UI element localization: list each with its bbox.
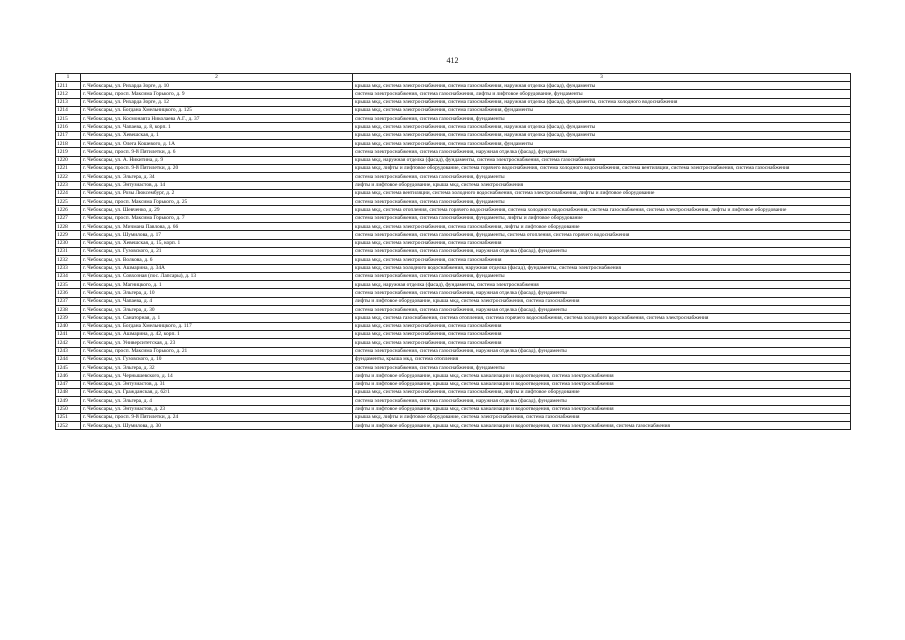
row-works: система электроснабжения, система газоснабжения, наружная отделка (фасад), фундаменты [353, 247, 851, 255]
row-address: г. Чебоксары, ул. Розы Люксембург, д. 2 [81, 189, 353, 197]
row-works: крыша мкд, система электроснабжения, система газоснабжения [353, 256, 851, 264]
row-address: г. Чебоксары, ул. Энтузиастов, д. 14 [81, 181, 353, 189]
row-address: г. Чебоксары, ул. Университетская, д. 23 [81, 339, 353, 347]
row-works: система электроснабжения, система газоснабжения, фундаменты [353, 115, 851, 123]
row-address: г. Чебоксары, ул. Мичмана Павлова, д. 66 [81, 223, 353, 231]
row-number: 1221 [56, 164, 81, 172]
table-row [56, 422, 851, 430]
row-works: крыша мкд, система электроснабжения, система газоснабжения, наружная отделка (фасад), фундаменты [353, 123, 851, 131]
row-address: г. Чебоксары, ул. Волкова, д. 6 [81, 256, 353, 264]
row-works: крыша мкд, система электроснабжения, система газоснабжения, наружная отделка (фасад), фундаменты, система холодного водоснабжения [353, 98, 851, 106]
row-number: 1251 [56, 413, 81, 421]
row-number: 1230 [56, 239, 81, 247]
table-row [56, 355, 851, 363]
table-row [56, 413, 851, 421]
row-address: г. Чебоксары, просп. 9-й Пятилетки, д. 20 [81, 164, 353, 172]
row-works: крыша мкд, система холодного водоснабжения, наружная отделка (фасад), фундаменты, система электроснабжения [353, 264, 851, 272]
registry-table [55, 73, 851, 430]
table-row [56, 223, 851, 231]
row-address: г. Чебоксары, ул. Рихарда Зорге, д. 10 [81, 82, 353, 90]
row-address: г. Чебоксары, ул. Совхозная (пос. Лапсары), д. 13 [81, 272, 353, 280]
table-row [56, 123, 851, 131]
table-row [56, 90, 851, 98]
page-number: 412 [446, 56, 459, 65]
row-number: 1227 [56, 214, 81, 222]
row-number: 1228 [56, 223, 81, 231]
row-number: 1222 [56, 173, 81, 181]
row-address: г. Чебоксары, ул. Гузовского, д. 21 [81, 247, 353, 255]
table-row [56, 198, 851, 206]
row-works: крыша мкд, наружная отделка (фасад), фундаменты, система электроснабжения [353, 281, 851, 289]
table-row [56, 115, 851, 123]
table-row [56, 148, 851, 156]
row-works: крыша мкд, система электроснабжения, система газоснабжения, фундаменты [353, 106, 851, 114]
table-row [56, 364, 851, 372]
table-row [56, 330, 851, 338]
row-address: г. Чебоксары, ул. Космонавта Николаева А.Г., д. 37 [81, 115, 353, 123]
row-number: 1238 [56, 306, 81, 314]
row-works: крыша мкд, система электроснабжения, система газоснабжения [353, 339, 851, 347]
row-address: г. Чебоксары, ул. Энтузиастов, д. 31 [81, 380, 353, 388]
row-works: система электроснабжения, система газоснабжения, фундаменты [353, 173, 851, 181]
row-works: система электроснабжения, система газоснабжения, фундаменты [353, 272, 851, 280]
row-number: 1241 [56, 330, 81, 338]
row-address: г. Чебоксары, просп. 9-й Пятилетки, д. 24 [81, 413, 353, 421]
table-row [56, 156, 851, 164]
row-works: система электроснабжения, система газоснабжения, наружная отделка (фасад), фундаменты [353, 289, 851, 297]
row-works: система электроснабжения, система газоснабжения, фундаменты, система отопления, система горячего водоснабжения [353, 231, 851, 239]
row-works: крыша мкд, наружная отделка (фасад), фундаменты, система электроснабжения, система газоснабжения [353, 156, 851, 164]
row-works: крыша мкд, система электроснабжения, система газоснабжения [353, 322, 851, 330]
row-works: крыша мкд, система электроснабжения, система газоснабжения [353, 330, 851, 338]
row-works: лифты и лифтовое оборудование, крыша мкд, система электроснабжения [353, 181, 851, 189]
row-address: г. Чебоксары, ул. А. Никитина, д. 9 [81, 156, 353, 164]
table-body [56, 82, 851, 430]
row-number: 1244 [56, 355, 81, 363]
row-works: крыша мкд, система электроснабжения, система газоснабжения, наружная отделка (фасад), фундаменты [353, 82, 851, 90]
row-number: 1218 [56, 140, 81, 148]
row-address: г. Чебоксары, ул. Хевешская, д. 1 [81, 131, 353, 139]
row-address: г. Чебоксары, ул. Шумилова, д. 17 [81, 231, 353, 239]
row-number: 1215 [56, 115, 81, 123]
table-row [56, 264, 851, 272]
row-number: 1219 [56, 148, 81, 156]
row-address: г. Чебоксары, просп. Максима Горького, д. 25 [81, 198, 353, 206]
row-address: г. Чебоксары, ул. Ашмарина, д. 34А [81, 264, 353, 272]
row-number: 1249 [56, 397, 81, 405]
row-works: лифты и лифтовое оборудование, крыша мкд, система электроснабжения, система газоснабжения [353, 297, 851, 305]
table-row [56, 372, 851, 380]
table-row [56, 140, 851, 148]
row-address: г. Чебоксары, ул. Эльгера, д. 30 [81, 306, 353, 314]
row-number: 1211 [56, 82, 81, 90]
row-address: г. Чебоксары, ул. Ашмарина, д. 42, корп. 1 [81, 330, 353, 338]
table-row [56, 281, 851, 289]
row-address: г. Чебоксары, ул. Гузовского, д. 10 [81, 355, 353, 363]
row-address: г. Чебоксары, просп. Максима Горького, д. 21 [81, 347, 353, 355]
row-works: крыша мкд, система электроснабжения, система газоснабжения, лифты и лифтовое оборудование [353, 223, 851, 231]
row-address: г. Чебоксары, ул. Магницкого, д. 1 [81, 281, 353, 289]
row-works: крыша мкд, система вентиляции, система холодного водоснабжения, система электроснабжения, лифты и лифтовое оборудование [353, 189, 851, 197]
row-works: система электроснабжения, система газоснабжения, лифты и лифтовое оборудование, фундаменты [353, 90, 851, 98]
row-address: г. Чебоксары, ул. Эльгера, д. 4 [81, 397, 353, 405]
table-row [56, 314, 851, 322]
table-header [56, 74, 851, 82]
row-address: г. Чебоксары, ул. Олега Кошевого, д. 1А [81, 140, 353, 148]
row-address: г. Чебоксары, ул. Эльгера, д. 34 [81, 173, 353, 181]
row-number: 1243 [56, 347, 81, 355]
row-address: г. Чебоксары, просп. 9-й Пятилетки, д. 6 [81, 148, 353, 156]
row-address: г. Чебоксары, просп. Максима Горького, д. 7 [81, 214, 353, 222]
table-row [56, 164, 851, 172]
column-header-number: 1 [56, 74, 81, 82]
table-row [56, 106, 851, 114]
table-row [56, 231, 851, 239]
table-row [56, 98, 851, 106]
row-number: 1233 [56, 264, 81, 272]
row-number: 1225 [56, 198, 81, 206]
table-row [56, 239, 851, 247]
table-row [56, 397, 851, 405]
row-number: 1252 [56, 422, 81, 430]
table-row [56, 405, 851, 413]
row-works: система электроснабжения, система газоснабжения, наружная отделка (фасад), фундаменты [353, 148, 851, 156]
row-number: 1223 [56, 181, 81, 189]
row-number: 1235 [56, 281, 81, 289]
table-row [56, 256, 851, 264]
row-works: крыша мкд, система газоснабжения, система отопления, система горячего водоснабжения, система холодного водоснабжения, система электроснабжения [353, 314, 851, 322]
row-address: г. Чебоксары, ул. Чапаева, д. 4 [81, 297, 353, 305]
table-row [56, 247, 851, 255]
table-row [56, 181, 851, 189]
row-number: 1237 [56, 297, 81, 305]
row-number: 1216 [56, 123, 81, 131]
row-number: 1229 [56, 231, 81, 239]
row-number: 1250 [56, 405, 81, 413]
row-number: 1245 [56, 364, 81, 372]
row-number: 1231 [56, 247, 81, 255]
table-row [56, 214, 851, 222]
table-row [56, 206, 851, 214]
row-works: система электроснабжения, система газоснабжения, наружная отделка (фасад), фундаменты [353, 397, 851, 405]
row-works: система электроснабжения, система газоснабжения, фундаменты [353, 364, 851, 372]
row-address: г. Чебоксары, ул. Эльгера, д. 32 [81, 364, 353, 372]
row-address: г. Чебоксары, просп. Максима Горького, д. 9 [81, 90, 353, 98]
table-row [56, 347, 851, 355]
row-number: 1240 [56, 322, 81, 330]
row-works: крыша мкд, система отопления, система горячего водоснабжения, система холодного водоснабжения, система газоснабжения, система электроснабжения, лифты и лифтовое оборудование [353, 206, 851, 214]
row-number: 1217 [56, 131, 81, 139]
table-row [56, 173, 851, 181]
table-row [56, 131, 851, 139]
table-row [56, 289, 851, 297]
row-address: г. Чебоксары, ул. Эльгера, д. 10 [81, 289, 353, 297]
row-number: 1234 [56, 272, 81, 280]
row-number: 1246 [56, 372, 81, 380]
row-works: система электроснабжения, система газоснабжения, наружная отделка (фасад), фундаменты [353, 306, 851, 314]
row-works: крыша мкд, система электроснабжения, система газоснабжения, лифты и лифтовое оборудование [353, 388, 851, 396]
table-row [56, 380, 851, 388]
row-number: 1214 [56, 106, 81, 114]
row-address: г. Чебоксары, ул. Богдана Хмельницкого, д. 125 [81, 106, 353, 114]
row-works: система электроснабжения, система газоснабжения, фундаменты [353, 198, 851, 206]
row-works: система электроснабжения, система газоснабжения, фундаменты, лифты и лифтовое оборудование [353, 214, 851, 222]
row-number: 1212 [56, 90, 81, 98]
row-works: лифты и лифтовое оборудование, крыша мкд, система канализации и водоотведения, система электроснабжения [353, 380, 851, 388]
row-works: лифты и лифтовое оборудование, крыша мкд, система канализации и водоотведения, система электроснабжения, система газоснабжения [353, 422, 851, 430]
table-row [56, 306, 851, 314]
table-row [56, 339, 851, 347]
row-works: лифты и лифтовое оборудование, крыша мкд, система канализации и водоотведения, система электроснабжения [353, 372, 851, 380]
row-works: крыша мкд, система электроснабжения, система газоснабжения [353, 239, 851, 247]
row-address: г. Чебоксары, ул. Шевченко, д. 29 [81, 206, 353, 214]
row-works: крыша мкд, лифты и лифтовое оборудование, система электроснабжения, система газоснабжения [353, 413, 851, 421]
row-works: фундаменты, крыша мкд, система отопления [353, 355, 851, 363]
table-row [56, 82, 851, 90]
row-works: система электроснабжения, система газоснабжения, наружная отделка (фасад), фундаменты [353, 347, 851, 355]
table-row [56, 272, 851, 280]
row-address: г. Чебоксары, ул. Рихарда Зорге, д. 12 [81, 98, 353, 106]
row-number: 1236 [56, 289, 81, 297]
row-number: 1239 [56, 314, 81, 322]
row-works: крыша мкд, система электроснабжения, система газоснабжения, наружная отделка (фасад), фундаменты [353, 131, 851, 139]
row-number: 1226 [56, 206, 81, 214]
table-row [56, 297, 851, 305]
row-number: 1248 [56, 388, 81, 396]
row-number: 1232 [56, 256, 81, 264]
row-number: 1242 [56, 339, 81, 347]
row-address: г. Чебоксары, ул. Богдана Хмельницкого, д. 117 [81, 322, 353, 330]
row-address: г. Чебоксары, ул. Хевешская, д. 15, корп. 1 [81, 239, 353, 247]
row-number: 1224 [56, 189, 81, 197]
row-works: лифты и лифтовое оборудование, крыша мкд, система канализации и водоотведения, система электроснабжения [353, 405, 851, 413]
row-works: крыша мкд, лифты и лифтовое оборудование, система горячего водоснабжения, система холодного водоснабжения, система вентиляции, система электроснабжения, система газоснабжения [353, 164, 851, 172]
row-number: 1220 [56, 156, 81, 164]
table-row [56, 388, 851, 396]
table-row [56, 189, 851, 197]
column-header-works: 3 [353, 74, 851, 82]
row-number: 1213 [56, 98, 81, 106]
row-address: г. Чебоксары, ул. Санаторная, д. 1 [81, 314, 353, 322]
row-number: 1247 [56, 380, 81, 388]
column-header-address: 2 [81, 74, 353, 82]
row-address: г. Чебоксары, ул. Гражданская, д. 62/1 [81, 388, 353, 396]
row-address: г. Чебоксары, ул. Чернышевского, д. 14 [81, 372, 353, 380]
row-address: г. Чебоксары, ул. Энтузиастов, д. 23 [81, 405, 353, 413]
table-row [56, 322, 851, 330]
row-address: г. Чебоксары, ул. Чапаева, д. 8, корп. 1 [81, 123, 353, 131]
row-address: г. Чебоксары, ул. Шумилова, д. 30 [81, 422, 353, 430]
row-works: крыша мкд, система электроснабжения, система газоснабжения, фундаменты [353, 140, 851, 148]
